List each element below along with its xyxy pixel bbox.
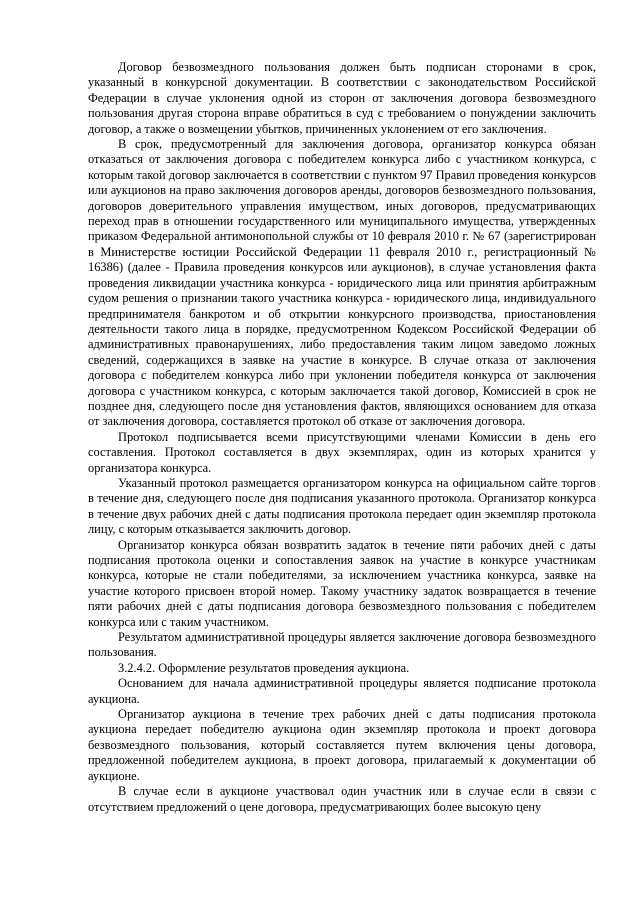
paragraph-protocol-signing: Протокол подписывается всеми присутствующими членами Комиссии в день его составления. Протокол составляется в двух экземплярах, один из которых хранится у организатора конкурса.: [88, 429, 596, 475]
paragraph-deposit-return: Организатор конкурса обязан возвратить задаток в течение пяти рабочих дней с даты подписания протокола оценки и сопоставления заявок на участие в конкурсе участникам конкурса, которые не стали победителями, за исключением участника конкурса, заявке на участие которого присвоен второй номер. Такому участнику задаток возвращается в течение пяти рабочих дней с даты подписания договора безвозмездного пользования с победителем конкурса или с таким участником.: [88, 537, 596, 629]
document-page: [88, 60, 596, 815]
paragraph-protocol-publication: Указанный протокол размещается организатором конкурса на официальном сайте торгов в течение дня, следующего после дня подписания указанного протокола. Организатор конкурса в течение двух рабочих дней с даты подписания протокола передает один экземпляр протокола лицу, с которым отказывается заключить договор.: [88, 475, 596, 537]
paragraph-auction-organizer: Организатор аукциона в течение трех рабочих дней с даты подписания протокола аукциона передает победителю аукциона один экземпляр протокола и проект договора безвозмездного пользования, который составляется путем включения цены договора, предложенной победителем аукциона, в проект договора, прилагаемый к документации об аукционе.: [88, 707, 596, 783]
paragraph-procedure-result: Результатом административной процедуры является заключение договора безвозмездного пользования.: [88, 630, 596, 660]
section-heading-auction-results: 3.2.4.2. Оформление результатов проведения аукциона.: [118, 660, 410, 675]
paragraph-contract-signing: Договор безвозмездного пользования должен быть подписан сторонами в срок, указанный в конкурсной документации. В соответствии с законодательством Российской Федерации в случае уклонения одной из сторон от заключения договора безвозмездного пользования другая сторона вправе обратиться в суд с требованием о понуждении заключить договор, а также о возмещении убытков, причиненных уклонением от его заключения.: [88, 60, 596, 136]
paragraph-refusal-to-conclude: В срок, предусмотренный для заключения договора, организатор конкурса обязан отказаться от заключения договора с победителем конкурса либо с участником конкурса, с которым такой договор заключается в соответствии с пунктом 97 Правил проведения конкурсов или аукционов на право заключения договоров аренды, договоров безвозмездного пользования, договоров доверительного управления имуществом, иных договоров, предусматривающих переход прав в отношении государственного или муниципального имущества, утвержденных приказом Федеральной антимонопольной службы от 10 февраля 2010 г. № 67 (зарегистрирован в Министерстве юстиции Российской Федерации 11 февраля 2010 г., регистрационный № 16386) (далее - Правила проведения конкурсов или аукционов), в случае установления факта проведения ликвидации участника конкурса - юридического лица или принятия арбитражным судом решения о признании такого участника конкурса - юридического лица, индивидуального предпринимателя банкротом и об открытии конкурсного производства, приостановления деятельности такого лица в порядке, предусмотренном Кодексом Российской Федерации об административных правонарушениях, либо предоставления таким лицом заведомо ложных сведений, содержащихся в заявке на участие в конкурсе. В случае отказа от заключения договора с победителем конкурса либо при уклонении победителя конкурса от заключения договора с участником конкурса, с которым заключается такой договор, Комиссией в срок не позднее дня, следующего после дня установления фактов, являющихся основанием для отказа от заключения договора, составляется протокол об отказе от заключения договора.: [88, 137, 596, 429]
paragraph-procedure-basis: Основанием для начала административной процедуры является подписание протокола аукциона.: [88, 676, 596, 706]
paragraph-single-participant: В случае если в аукционе участвовал один участник или в случае если в связи с отсутствием предложений о цене договора, предусматривающих более высокую цену: [88, 784, 596, 814]
